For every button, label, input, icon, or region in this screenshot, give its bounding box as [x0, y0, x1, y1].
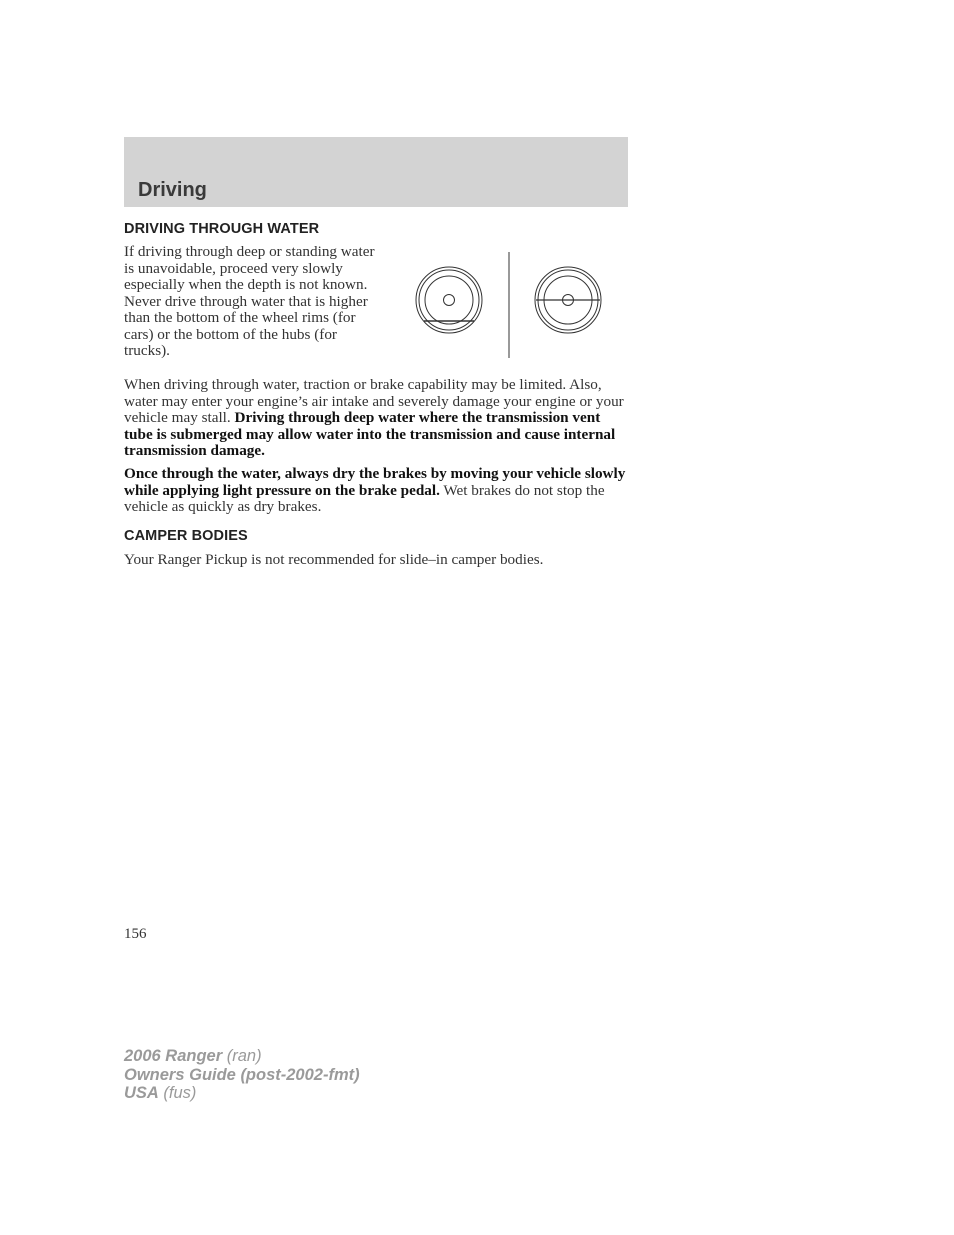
footer-guide-title: Owners Guide (post-2002-fmt)	[124, 1065, 360, 1084]
car-wheel-icon	[416, 267, 482, 333]
section-header-band	[124, 137, 628, 207]
heading-camper-bodies: CAMPER BODIES	[124, 528, 248, 544]
page-number: 156	[124, 926, 147, 942]
footer-model-code: (ran)	[222, 1047, 262, 1065]
truck-wheel-icon	[535, 267, 601, 333]
footer-line-2	[124, 1066, 360, 1085]
water-paragraph-3-text: Wet brakes do not stop the vehicle as quickly as dry brakes.	[124, 481, 605, 515]
heading-driving-through-water: DRIVING THROUGH WATER	[124, 221, 320, 237]
water-paragraph-3	[124, 466, 630, 516]
section-title: Driving	[138, 179, 207, 201]
camper-paragraph: Your Ranger Pickup is not recommended for slide–in camper bodies.	[124, 551, 544, 568]
footer-market: USA	[124, 1084, 159, 1102]
footer-market-code: (fus)	[158, 1084, 197, 1102]
footer-model: 2006 Ranger	[124, 1047, 223, 1065]
document-footer	[124, 1047, 360, 1103]
water-intro-paragraph: If driving through deep or standing water is unavoidable, proceed very slowly especially when the depth is not known. Never drive through water that is higher than the bottom of the wheel rims (for cars) or the bottom of the hubs (for trucks).	[124, 243, 375, 359]
water-paragraph-3-warning: Once through the water, always dry the brakes by moving your vehicle slowly while applying light pressure on the brake pedal.	[124, 465, 626, 499]
water-paragraph-2-warning: Driving through deep water where the transmission vent tube is submerged may allow water into the transmission and cause internal transmission damage.	[124, 409, 616, 459]
footer-line-3	[124, 1084, 360, 1103]
water-paragraph-2	[124, 377, 630, 460]
water-paragraph-2-text: When driving through water, traction or brake capability may be limited. Also, water may enter your engine’s air intake and severely damage your engine or your vehicle may stall.	[124, 376, 624, 426]
footer-line-1	[124, 1047, 360, 1066]
wheel-water-depth-illustration	[410, 252, 610, 360]
